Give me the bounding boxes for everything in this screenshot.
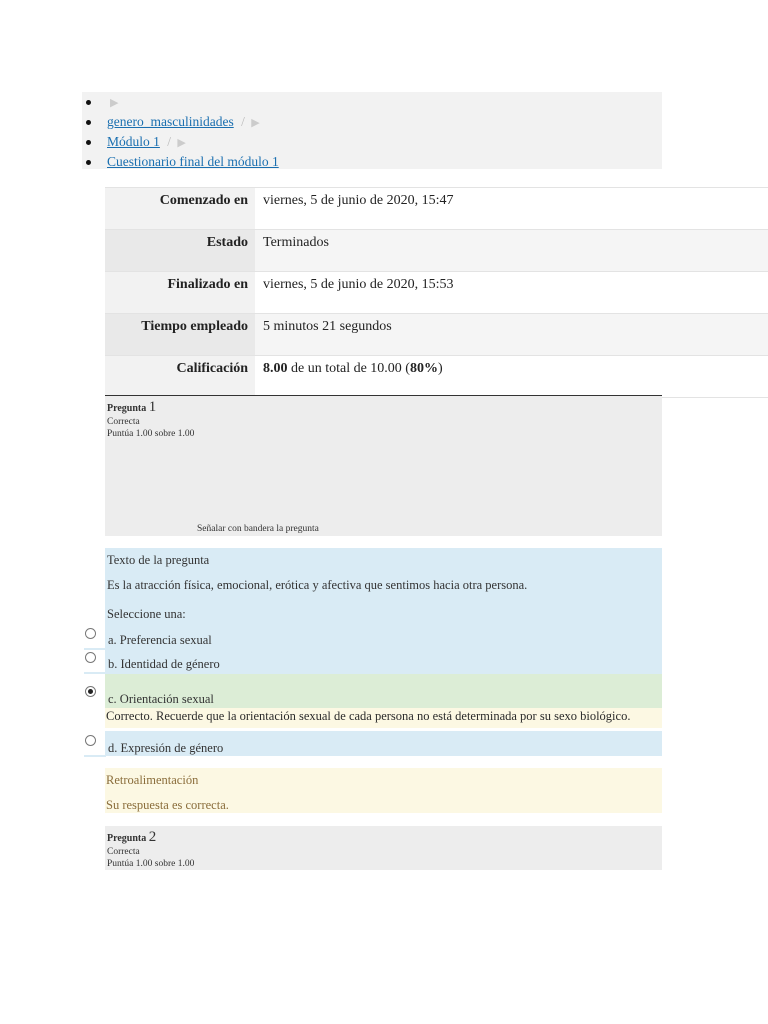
- row-accent: [84, 672, 106, 674]
- answer-c-label[interactable]: c. Orientación sexual: [108, 692, 214, 706]
- question-score: Puntúa 1.00 sobre 1.00: [107, 859, 195, 869]
- question-status: Correcta: [107, 847, 140, 857]
- answer-b-label[interactable]: b. Identidad de género: [108, 657, 220, 671]
- summary-value: Terminados: [255, 230, 768, 271]
- arrow-right-icon: ▶: [110, 97, 119, 109]
- answer-d-radio[interactable]: [85, 735, 96, 746]
- breadcrumb-link-module[interactable]: Módulo 1: [107, 134, 160, 149]
- summary-row-time: [105, 314, 768, 356]
- summary-row-state: [105, 230, 768, 272]
- question-number-value: 1: [148, 399, 157, 415]
- question-number-value: 2: [148, 829, 157, 845]
- answer-d-label[interactable]: d. Expresión de género: [108, 741, 224, 755]
- flag-question-link[interactable]: Señalar con bandera la pregunta: [197, 524, 319, 534]
- question-status: Correcta: [107, 417, 140, 427]
- breadcrumb-link-quiz[interactable]: Cuestionario final del módulo 1: [107, 154, 279, 169]
- row-accent: [84, 648, 106, 650]
- feedback-text: Su respuesta es correcta.: [106, 798, 229, 812]
- summary-label: Tiempo empleado: [105, 314, 255, 355]
- answer-b-radio[interactable]: [85, 652, 96, 663]
- summary-value: viernes, 5 de junio de 2020, 15:47: [263, 193, 454, 208]
- grade-text-end: ): [437, 361, 443, 376]
- breadcrumb-item: [82, 92, 279, 112]
- breadcrumb-link-course[interactable]: genero_masculinidades: [107, 114, 234, 129]
- question-score: Puntúa 1.00 sobre 1.00: [107, 429, 195, 439]
- answer-a-label[interactable]: a. Preferencia sexual: [108, 633, 212, 647]
- summary-label: Calificación: [105, 356, 255, 397]
- attempt-summary-table: [105, 187, 768, 398]
- answer-prompt: Seleccione una:: [107, 607, 186, 621]
- question-text-heading: Texto de la pregunta: [107, 553, 210, 567]
- question-1-info: [105, 396, 662, 536]
- breadcrumb-item: [82, 112, 279, 132]
- row-accent: [84, 755, 106, 757]
- question-2-info: [105, 826, 662, 870]
- summary-value: [255, 356, 768, 397]
- question-prefix: Pregunta: [107, 403, 147, 414]
- question-number: [105, 396, 662, 416]
- feedback-heading: Retroalimentación: [106, 773, 199, 787]
- answer-c-radio[interactable]: [85, 686, 96, 697]
- breadcrumb: [82, 92, 279, 172]
- summary-row-grade: [105, 356, 768, 398]
- specific-feedback: Correcto. Recuerde que la orientación sexual de cada persona no está determinada por su sexo biológico.: [106, 709, 631, 723]
- arrow-right-icon: ▶: [177, 137, 186, 149]
- breadcrumb-item: [82, 132, 279, 152]
- grade-text: de un total de 10.00 (: [287, 361, 410, 376]
- summary-label: Comenzado en: [105, 188, 255, 229]
- summary-row-finished: [105, 272, 768, 314]
- arrow-right-icon: ▶: [251, 117, 260, 129]
- question-number: [105, 826, 662, 846]
- question-text: Es la atracción física, emocional, erótica y afectiva que sentimos hacia otra persona.: [107, 578, 528, 592]
- grade-percent: 80%: [409, 361, 438, 376]
- breadcrumb-item: [82, 152, 279, 172]
- breadcrumb-separator: /: [241, 114, 245, 129]
- summary-value: viernes, 5 de junio de 2020, 15:53: [263, 277, 454, 292]
- question-prefix: Pregunta: [107, 833, 147, 844]
- summary-label: Estado: [105, 230, 255, 271]
- grade-value: 8.00: [263, 361, 288, 376]
- summary-row-started: [105, 188, 768, 230]
- summary-label: Finalizado en: [105, 272, 255, 313]
- answer-a-radio[interactable]: [85, 628, 96, 639]
- breadcrumb-separator: /: [167, 134, 172, 149]
- summary-value: 5 minutos 21 segundos: [255, 314, 768, 355]
